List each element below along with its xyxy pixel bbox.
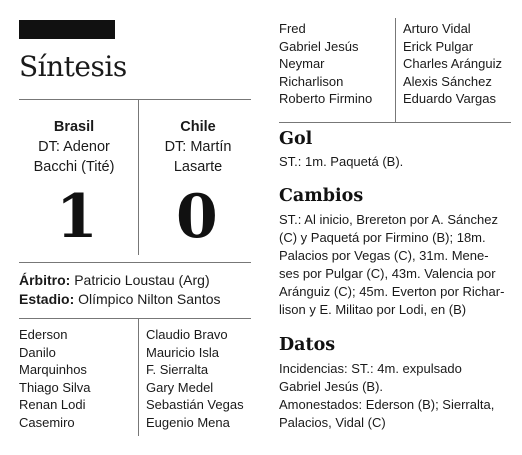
list-item: Thiago Silva xyxy=(19,379,91,395)
home-score: 1 xyxy=(56,182,98,252)
list-item: Casemiro xyxy=(19,414,75,430)
home-team-name: Brasil xyxy=(53,119,95,135)
data-line: Palacios, Vidal (C) xyxy=(279,415,386,430)
away-lineup-list-continued xyxy=(403,20,502,108)
list-item: Erick Pulgar xyxy=(403,38,474,54)
substitutions-line: Palacios por Vegas (C), 31m. Mene- xyxy=(279,248,489,263)
stadium-value: Olímpico Nilton Santos xyxy=(78,291,221,307)
substitutions-text xyxy=(279,211,511,319)
list-item: Gary Medel xyxy=(146,379,214,395)
referee-line xyxy=(19,271,210,290)
divider xyxy=(19,262,251,263)
data-line: Incidencias: ST.: 4m. expulsado xyxy=(279,361,462,376)
list-item: Danilo xyxy=(19,344,56,360)
list-item: Alexis Sánchez xyxy=(403,73,492,89)
away-score: 0 xyxy=(176,182,218,252)
substitutions-line: (C) y Paquetá por Firmino (B); 18m. xyxy=(279,230,486,245)
home-lineup-list-continued xyxy=(279,20,372,108)
home-team-block xyxy=(19,117,129,177)
goal-text xyxy=(279,153,511,171)
list-item: Roberto Firmino xyxy=(279,91,373,106)
substitutions-line: lison y E. Militao por Lodi, en (B) xyxy=(279,302,467,317)
home-coach-line2: Bacchi (Tité) xyxy=(33,159,115,175)
away-coach-line2: Lasarte xyxy=(173,159,223,175)
list-item: Ederson xyxy=(19,327,68,342)
substitutions-line: Aránguiz (C); 45m. Everton por Richar- xyxy=(279,284,505,299)
home-coach-line1: DT: Adenor xyxy=(38,139,110,155)
referee-label: Árbitro: xyxy=(19,272,71,288)
away-coach-line1: DT: Martín xyxy=(164,139,232,155)
home-lineup-list xyxy=(19,326,91,431)
stadium-label: Estadio: xyxy=(19,291,75,307)
referee-value: Patricio Loustau (Arg) xyxy=(74,272,210,288)
goal-line: ST.: 1m. Paquetá (B). xyxy=(279,154,404,169)
list-item: Eugenio Mena xyxy=(146,414,230,430)
list-item: Eduardo Vargas xyxy=(403,91,496,106)
list-item: Arturo Vidal xyxy=(403,21,471,36)
page-title: Síntesis xyxy=(19,50,127,83)
list-item: Mauricio Isla xyxy=(146,344,219,360)
list-item: Renan Lodi xyxy=(19,397,86,412)
list-item: Gabriel Jesús xyxy=(279,38,359,54)
data-text xyxy=(279,360,511,432)
section-marker-bar xyxy=(19,20,115,39)
stadium-line xyxy=(19,290,221,309)
list-item: Richarlison xyxy=(279,73,344,89)
substitutions-heading: Cambios xyxy=(279,186,364,206)
substitutions-line: ST.: Al inicio, Brereton por A. Sánchez xyxy=(279,212,498,227)
goal-heading: Gol xyxy=(279,129,313,149)
away-team-block xyxy=(146,117,250,177)
list-item: Marquinhos xyxy=(19,362,87,377)
lineup-divider xyxy=(138,318,139,436)
lineup-divider xyxy=(395,18,396,122)
divider xyxy=(19,318,251,319)
list-item: Claudio Bravo xyxy=(146,327,228,342)
team-divider xyxy=(138,99,139,255)
list-item: Fred xyxy=(279,21,306,36)
data-line: Gabriel Jesús (B). xyxy=(279,379,384,394)
list-item: Neymar xyxy=(279,56,325,71)
divider xyxy=(279,122,511,123)
data-line: Amonestados: Ederson (B); Sierralta, xyxy=(279,397,495,412)
list-item: F. Sierralta xyxy=(146,362,209,377)
away-team-name: Chile xyxy=(180,119,216,135)
substitutions-line: ses por Pulgar (C), 43m. Valencia por xyxy=(279,266,496,281)
divider xyxy=(19,99,251,100)
list-item: Sebastián Vegas xyxy=(146,397,244,412)
away-lineup-list xyxy=(146,326,244,431)
data-heading: Datos xyxy=(279,335,336,355)
list-item: Charles Aránguiz xyxy=(403,56,502,71)
